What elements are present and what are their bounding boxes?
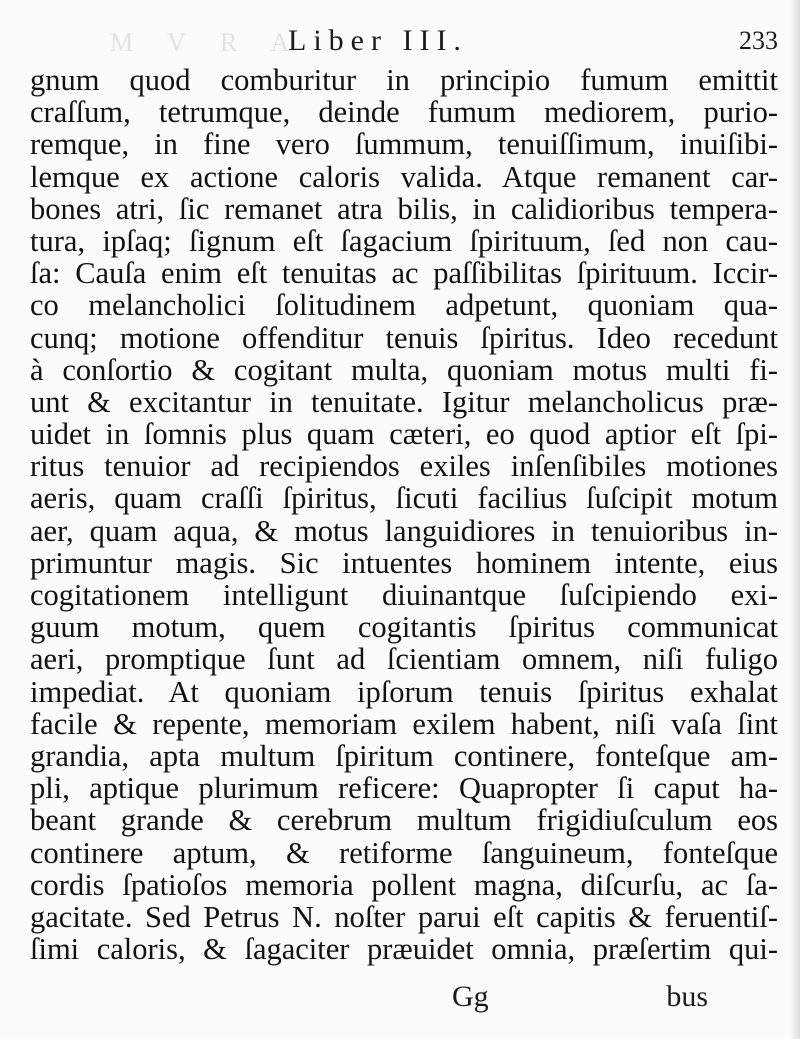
signature-mark: Gg [452,980,489,1013]
text-line: remque, in fine vero ſummum, tenuiſſimum, inuiſibi- [30,127,778,162]
text-line: tura, ipſaq; ſignum eſt ſagacium ſpirituum, ſed non cau- [30,223,778,258]
text-line: unt & excitantur in tenuitate. Igitur melancholicus præ- [30,384,778,419]
body-text [30,64,778,965]
text-line: lemque ex actione caloris valida. Atque remanent car- [30,159,778,194]
text-line: cordis ſpatioſos memoria pollent magna, diſcurſu, ac ſa- [30,867,778,902]
text-line: gacitate. Sed Petrus N. noſter parui eſt capitis & feruentiſ- [30,899,778,934]
page-edge-shadow [790,0,800,1039]
page-number: 233 [739,26,778,55]
text-line: craſſum, tetrumque, deinde fumum mediorem, purio- [30,95,778,130]
text-line: co melancholici ſolitudinem adpetunt, quoniam qua- [30,288,778,323]
text-line: à conſortio & cogitant multa, quoniam motus multi fi- [30,352,778,387]
text-line: cunq; motione offenditur tenuis ſpiritus. Ideo recedunt [30,320,778,355]
page-header [0,24,800,64]
text-line: aeri, promptique ſunt ad ſcientiam omnem, niſi fuligo [30,642,778,677]
text-line: pli, aptique plurimum reficere: Quapropter ſi caput ha- [30,771,778,806]
text-line: guum motum, quem cogitantis ſpiritus communicat [30,610,778,645]
text-line: ſimi caloris, & ſagaciter præuidet omnia, præſertim qui- [30,932,778,967]
text-line: ſa: Cauſa enim eſt tenuitas ac paſſibilitas ſpirituum. Iccir- [30,256,778,291]
show-through-text: M V R A [110,28,304,57]
text-line: grandia, apta multum ſpiritum continere, fonteſque am- [30,738,778,773]
running-title: Liber III. [288,24,468,57]
catchword: bus [666,980,708,1013]
text-line: aer, quam aqua, & motus languidiores in tenuioribus in- [30,513,778,548]
text-line: facile & repente, memoriam exilem habent, niſi vaſa ſint [30,706,778,741]
text-line: cogitationem intelligunt diuinantque ſuſcipiendo exi- [30,578,778,612]
text-line: primuntur magis. Sic intuentes hominem intente, eius [30,545,778,580]
text-line: bones atri, ſic remanet atra bilis, in calidioribus tempera- [30,191,778,226]
text-line: impediat. At quoniam ipſorum tenuis ſpiritus exhalat [30,674,778,709]
text-line: uidet in ſomnis plus quam cæteri, eo quod aptior eſt ſpi- [30,417,778,452]
text-line: beant grande & cerebrum multum frigidiuſculum eos [30,803,778,838]
text-line: continere aptum, & retiforme ſanguineum, fonteſque [30,835,778,870]
page-footer [0,980,800,1020]
text-line: gnum quod comburitur in principio fumum emittit [30,63,778,97]
text-line: aeris, quam craſſi ſpiritus, ſicuti facilius ſuſcipit motum [30,481,778,516]
text-line: ritus tenuior ad recipiendos exiles inſenſibiles motiones [30,449,778,484]
